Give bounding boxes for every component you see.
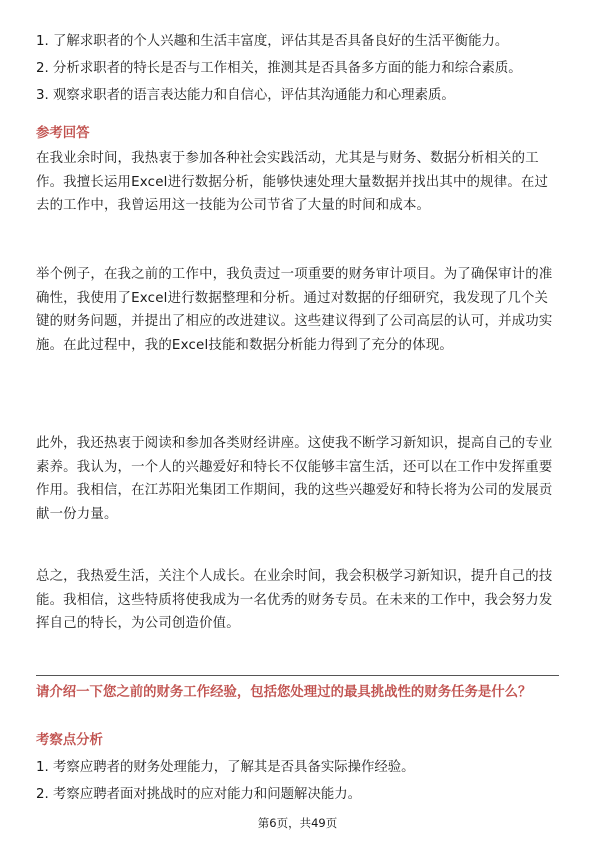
page-number: 第6页，共49页 <box>257 816 338 830</box>
list-item: 1. 考察应聘者的财务处理能力，了解其是否具备实际操作经验。 <box>36 760 415 775</box>
answer-paragraph: 举个例子，在我之前的工作中，我负责过一项重要的财务审计项目。为了确保审计的准确性，我使用了Excel进行数据整理和分析。通过对数据的仔细研究，我发现了几个关键的财务问题，并提出了相应的改进建议。这些建议得到了公司高层的认可，并成功实施。在此过程中，我的Excel技能和数据分析能力得到了充分的体现。 <box>36 267 553 353</box>
analysis-heading: 考察点分析 <box>36 733 103 748</box>
answer-paragraph: 此外，我还热衷于阅读和参加各类财经讲座。这使我不断学习新知识，提高自己的专业素养。我认为，一个人的兴趣爱好和特长不仅能够丰富生活，还可以在工作中发挥重要作用。我相信，在江苏阳光集团工作期间，我的这些兴趣爱好和特长将为公司的发展贡献一份力量。 <box>36 436 553 522</box>
interview-question: 请介绍一下您之前的财务工作经验，包括您处理过的最具挑战性的财务任务是什么？ <box>36 685 532 700</box>
list-item: 2. 分析求职者的特长是否与工作相关，推测其是否具备多方面的能力和综合素质。 <box>36 61 522 76</box>
analysis-list <box>36 754 559 808</box>
top-list <box>36 28 559 109</box>
answer-paragraph: 总之，我热爱生活，关注个人成长。在业余时间，我会积极学习新知识，提升自己的技能。我相信，这些特质将使我成为一名优秀的财务专员。在未来的工作中，我会努力发挥自己的特长，为公司创造价值。 <box>36 569 553 632</box>
list-item: 2. 考察应聘者面对挑战时的应对能力和问题解决能力。 <box>36 787 362 802</box>
list-item: 1. 了解求职者的个人兴趣和生活丰富度，评估其是否具备良好的生活平衡能力。 <box>36 34 509 49</box>
answer-paragraph: 在我业余时间，我热衷于参加各种社会实践活动，尤其是与财务、数据分析相关的工作。我擅长运用Excel进行数据分析，能够快速处理大量数据并找出其中的规律。在过去的工作中，我曾运用这一技能为公司节省了大量的时间和成本。 <box>36 151 549 214</box>
section-divider <box>36 675 559 676</box>
list-item: 3. 观察求职者的语言表达能力和自信心，评估其沟通能力和心理素质。 <box>36 88 455 103</box>
answer-heading: 参考回答 <box>36 126 90 141</box>
